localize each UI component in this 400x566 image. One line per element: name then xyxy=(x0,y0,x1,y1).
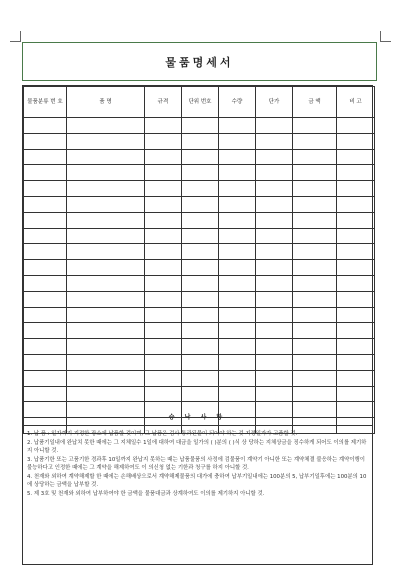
table-cell[interactable] xyxy=(337,196,375,212)
table-cell[interactable] xyxy=(293,291,337,307)
table-cell[interactable] xyxy=(145,354,182,370)
table-cell[interactable] xyxy=(67,196,145,212)
table-cell[interactable] xyxy=(337,370,375,386)
condition-item: 4. 천재와 외하여 계약해제할 한 때에는 손해배상으로서 계약해제물품의 대가에 충하여 납부기일내에는 100분의 5, 납부기일후에는 100분의 10에 상당하는 금액을 납부할 것. xyxy=(27,474,367,488)
table-cell[interactable] xyxy=(24,181,67,197)
table-cell[interactable] xyxy=(219,275,256,291)
column-header: 금 액 xyxy=(293,87,337,118)
table-cell[interactable] xyxy=(256,323,293,339)
table-cell[interactable] xyxy=(256,181,293,197)
table-row xyxy=(24,244,375,260)
table-cell[interactable] xyxy=(293,244,337,260)
table-cell[interactable] xyxy=(67,149,145,165)
table-cell[interactable] xyxy=(293,181,337,197)
table-cell[interactable] xyxy=(219,370,256,386)
table-cell[interactable] xyxy=(256,212,293,228)
table-cell[interactable] xyxy=(145,386,182,402)
table-cell[interactable] xyxy=(24,196,67,212)
table-cell[interactable] xyxy=(293,370,337,386)
column-header: 규격 xyxy=(145,87,182,118)
column-header: 물품분류 번 호 xyxy=(24,87,67,118)
table-cell[interactable] xyxy=(182,133,219,149)
table-row xyxy=(24,149,375,165)
table-cell[interactable] xyxy=(182,149,219,165)
table-cell[interactable] xyxy=(24,133,67,149)
table-cell[interactable] xyxy=(182,228,219,244)
table-cell[interactable] xyxy=(219,354,256,370)
table-cell[interactable] xyxy=(182,181,219,197)
table-row xyxy=(24,228,375,244)
table-cell[interactable] xyxy=(219,323,256,339)
table-cell[interactable] xyxy=(145,165,182,181)
table-cell[interactable] xyxy=(293,307,337,323)
table-cell[interactable] xyxy=(256,165,293,181)
table-cell[interactable] xyxy=(337,291,375,307)
item-specification-form xyxy=(22,85,373,565)
table-cell[interactable] xyxy=(219,181,256,197)
table-cell[interactable] xyxy=(182,291,219,307)
table-cell[interactable] xyxy=(24,370,67,386)
table-cell[interactable] xyxy=(293,386,337,402)
table-cell[interactable] xyxy=(219,165,256,181)
table-cell[interactable] xyxy=(256,133,293,149)
table-cell[interactable] xyxy=(67,370,145,386)
table-cell[interactable] xyxy=(24,149,67,165)
table-cell[interactable] xyxy=(182,196,219,212)
table-cell[interactable] xyxy=(219,386,256,402)
table-cell[interactable] xyxy=(219,149,256,165)
table-cell[interactable] xyxy=(182,165,219,181)
table-cell[interactable] xyxy=(67,212,145,228)
condition-item: 5. 제 3호 및 천재와 외하여 납부하여야 한 금액을 물품대금과 상계하여도 이의를 제기하지 아니할 것. xyxy=(27,491,265,497)
table-cell[interactable] xyxy=(256,307,293,323)
column-header: 수량 xyxy=(219,87,256,118)
table-cell[interactable] xyxy=(182,339,219,355)
table-cell[interactable] xyxy=(145,118,182,134)
table-row xyxy=(24,181,375,197)
table-cell[interactable] xyxy=(337,260,375,276)
table-cell[interactable] xyxy=(337,165,375,181)
table-cell[interactable] xyxy=(337,228,375,244)
table-row xyxy=(24,339,375,355)
table-cell[interactable] xyxy=(219,307,256,323)
table-cell[interactable] xyxy=(293,354,337,370)
document-title: 물품명세서 xyxy=(22,42,377,81)
table-cell[interactable] xyxy=(182,354,219,370)
table-cell[interactable] xyxy=(67,323,145,339)
table-row xyxy=(24,354,375,370)
table-cell[interactable] xyxy=(219,244,256,260)
table-row xyxy=(24,307,375,323)
table-row xyxy=(24,118,375,134)
table-cell[interactable] xyxy=(67,275,145,291)
table-cell[interactable] xyxy=(219,212,256,228)
table-cell[interactable] xyxy=(182,386,219,402)
table-cell[interactable] xyxy=(24,212,67,228)
table-row xyxy=(24,133,375,149)
table-cell[interactable] xyxy=(256,244,293,260)
table-cell[interactable] xyxy=(219,228,256,244)
table-body xyxy=(24,118,375,434)
table-cell[interactable] xyxy=(145,260,182,276)
table-cell[interactable] xyxy=(293,323,337,339)
table-cell[interactable] xyxy=(67,354,145,370)
table-cell[interactable] xyxy=(24,260,67,276)
table-row xyxy=(24,212,375,228)
table-cell[interactable] xyxy=(256,118,293,134)
table-cell[interactable] xyxy=(24,307,67,323)
table-row xyxy=(24,196,375,212)
table-cell[interactable] xyxy=(256,370,293,386)
table-cell[interactable] xyxy=(182,275,219,291)
table-cell[interactable] xyxy=(24,228,67,244)
table-cell[interactable] xyxy=(219,291,256,307)
table-cell[interactable] xyxy=(337,307,375,323)
table-cell[interactable] xyxy=(293,275,337,291)
table-row xyxy=(24,260,375,276)
table-cell[interactable] xyxy=(24,354,67,370)
table-cell[interactable] xyxy=(337,149,375,165)
condition-item: 3. 납품기한 또는 고품기한 경과후 10일까지 완납지 못하는 때는 납품물품의 사정에 검물품이 계약기 아니한 또는 계약체결 불응하는 계약이행이 불능하다고 인정한 때에는 그 계약을 해제하여도 이 의신청 없는 기한과 청구를 하지 아니할 것. xyxy=(27,457,365,471)
table-cell[interactable] xyxy=(145,181,182,197)
table-cell[interactable] xyxy=(337,354,375,370)
crop-mark-top-right xyxy=(380,31,391,42)
column-header: 단가 xyxy=(256,87,293,118)
table-cell[interactable] xyxy=(293,228,337,244)
table-cell[interactable] xyxy=(182,370,219,386)
table-cell[interactable] xyxy=(67,133,145,149)
table-cell[interactable] xyxy=(337,133,375,149)
table-cell[interactable] xyxy=(67,181,145,197)
table-row xyxy=(24,386,375,402)
table-cell[interactable] xyxy=(337,118,375,134)
table-cell[interactable] xyxy=(256,291,293,307)
table-cell[interactable] xyxy=(337,275,375,291)
table-cell[interactable] xyxy=(67,165,145,181)
table-cell[interactable] xyxy=(182,323,219,339)
crop-mark-top-left xyxy=(10,31,21,42)
table-cell[interactable] xyxy=(293,133,337,149)
table-cell[interactable] xyxy=(67,118,145,134)
table-row xyxy=(24,370,375,386)
table-cell[interactable] xyxy=(145,149,182,165)
table-cell[interactable] xyxy=(67,386,145,402)
table-cell[interactable] xyxy=(145,339,182,355)
table-cell[interactable] xyxy=(145,370,182,386)
table-cell[interactable] xyxy=(293,339,337,355)
table-row xyxy=(24,291,375,307)
table-cell[interactable] xyxy=(182,212,219,228)
items-table xyxy=(23,86,375,434)
table-cell[interactable] xyxy=(145,291,182,307)
table-cell[interactable] xyxy=(219,260,256,276)
condition-item: 1. 납 품 : 일자까지 지정한 장소에 납품할 것이며, 그 납품은 검사 통과된물이 되어야 하는 것 지정일자가 고품할 것. xyxy=(27,431,298,437)
table-cell[interactable] xyxy=(145,323,182,339)
conditions-section xyxy=(23,411,372,499)
table-cell[interactable] xyxy=(67,339,145,355)
table-cell[interactable] xyxy=(182,118,219,134)
conditions-title: 승 낙 사 항 xyxy=(23,411,372,426)
column-header: 단위 번호 xyxy=(182,87,219,118)
table-cell[interactable] xyxy=(145,133,182,149)
table-cell[interactable] xyxy=(256,339,293,355)
table-header-row xyxy=(24,87,375,118)
table-cell[interactable] xyxy=(145,307,182,323)
table-cell[interactable] xyxy=(24,339,67,355)
table-cell[interactable] xyxy=(337,244,375,260)
table-cell[interactable] xyxy=(24,386,67,402)
table-cell[interactable] xyxy=(256,275,293,291)
table-row xyxy=(24,323,375,339)
table-cell[interactable] xyxy=(24,165,67,181)
table-cell[interactable] xyxy=(293,212,337,228)
table-cell[interactable] xyxy=(293,165,337,181)
table-cell[interactable] xyxy=(219,339,256,355)
table-cell[interactable] xyxy=(182,244,219,260)
table-cell[interactable] xyxy=(145,244,182,260)
column-header: 비 고 xyxy=(337,87,375,118)
column-header: 품 명 xyxy=(67,87,145,118)
table-cell[interactable] xyxy=(145,275,182,291)
condition-item: 2. 납품기일내에 완납치 못한 때에는 그 지체일수 1일에 대하여 대금을 일가의 ( )분의 ( )식 상 당하는 지체상금을 징수하게 되어도 이의를 제기하지 아니할 것. xyxy=(27,440,367,454)
table-cell[interactable] xyxy=(182,307,219,323)
table-cell[interactable] xyxy=(293,118,337,134)
table-cell[interactable] xyxy=(256,260,293,276)
table-cell[interactable] xyxy=(24,275,67,291)
table-cell[interactable] xyxy=(256,386,293,402)
table-cell[interactable] xyxy=(256,228,293,244)
table-row xyxy=(24,275,375,291)
table-cell[interactable] xyxy=(337,339,375,355)
table-cell[interactable] xyxy=(219,118,256,134)
table-cell[interactable] xyxy=(67,307,145,323)
table-cell[interactable] xyxy=(256,149,293,165)
table-cell[interactable] xyxy=(293,196,337,212)
table-cell[interactable] xyxy=(256,196,293,212)
table-cell[interactable] xyxy=(67,228,145,244)
table-row xyxy=(24,165,375,181)
table-cell[interactable] xyxy=(67,291,145,307)
table-cell[interactable] xyxy=(219,196,256,212)
table-cell[interactable] xyxy=(145,212,182,228)
table-cell[interactable] xyxy=(145,196,182,212)
table-cell[interactable] xyxy=(256,354,293,370)
table-cell[interactable] xyxy=(337,181,375,197)
table-cell[interactable] xyxy=(24,118,67,134)
conditions-list xyxy=(23,430,372,498)
table-cell[interactable] xyxy=(337,323,375,339)
table-cell[interactable] xyxy=(24,244,67,260)
table-cell[interactable] xyxy=(67,260,145,276)
table-cell[interactable] xyxy=(293,149,337,165)
table-cell[interactable] xyxy=(24,323,67,339)
table-cell[interactable] xyxy=(293,260,337,276)
table-cell[interactable] xyxy=(337,386,375,402)
table-cell[interactable] xyxy=(219,133,256,149)
table-cell[interactable] xyxy=(182,260,219,276)
table-cell[interactable] xyxy=(24,291,67,307)
table-cell[interactable] xyxy=(145,228,182,244)
table-cell[interactable] xyxy=(337,212,375,228)
table-cell[interactable] xyxy=(67,244,145,260)
